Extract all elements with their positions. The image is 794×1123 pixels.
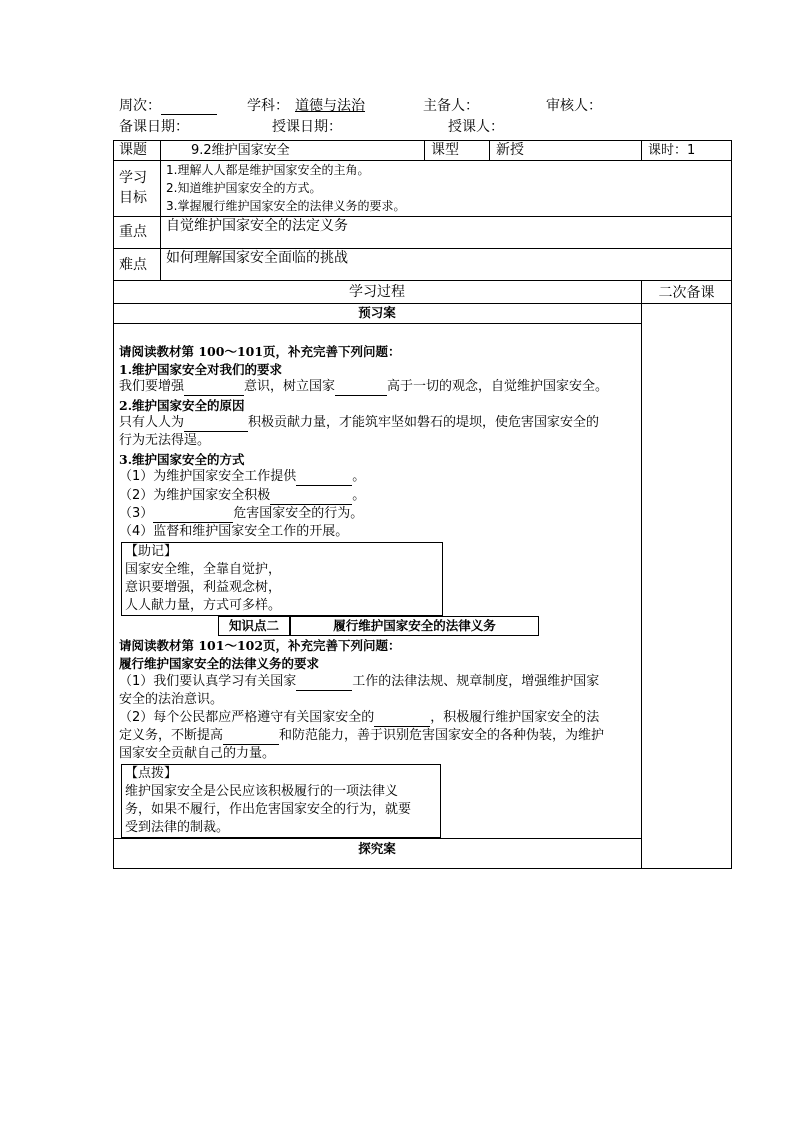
memo-line: 国家安全维，全靠自觉护， (125, 562, 282, 577)
q2-blank (184, 417, 248, 432)
topic-value: 9.2维护国家安全 (191, 143, 290, 158)
req-2-text-b: ，积极履行维护国家安全的法 (430, 710, 600, 725)
req-2-line-3: 国家安全贡献自己的力量。 (119, 746, 276, 761)
q2-line-2: 行为无法得逞。 (119, 433, 211, 448)
tip-title: 【点拨】 (125, 766, 178, 781)
objective-item: 1.理解人人都是维护国家安全的主角。 (166, 163, 370, 177)
hours-value: 课时：1 (648, 143, 696, 158)
prep-date-label: 备课日期： (119, 119, 189, 135)
objectives-label-2: 目标 (119, 190, 147, 206)
q3-item-4: （4）监督和维护国家安全工作的开展。 (119, 524, 349, 539)
second-prep-title: 二次备课 (658, 285, 715, 301)
tip-line: 维护国家安全是公民应该积极履行的一项法律义 (125, 784, 399, 799)
tip-line: 务，如果不履行，作出危害国家安全的行为，就要 (125, 802, 412, 817)
preparer-label: 主备人： (423, 98, 479, 114)
q1-title: 1.维护国家安全对我们的要求 (119, 362, 283, 377)
q2-text-a: 只有人人为 (119, 415, 185, 430)
kp2-label: 知识点二 (228, 618, 279, 633)
week-field (119, 97, 217, 115)
key-value: 自觉维护国家安全的法定义务 (166, 218, 348, 234)
type-value: 新授 (496, 142, 524, 158)
req-1-line-2: 安全的法治意识。 (119, 692, 224, 707)
req-2-text-a: （2）每个公民都应严格遵守有关国家安全的 (119, 710, 375, 725)
intro-1: 请阅读教材第 100～101页，补充完善下列问题： (119, 344, 401, 359)
req-title: 履行维护国家安全的法律义务的要求 (119, 656, 320, 671)
q2-text-b: 积极贡献力量，才能筑牢坚如磐石的堤坝，使危害国家安全的 (248, 415, 600, 430)
q1-text-c: 高于一切的观念，自觉维护国家安全。 (387, 379, 609, 394)
memo-line: 人人献力量，方式可多样。 (125, 598, 282, 613)
tip-line: 受到法律的制裁。 (125, 820, 230, 835)
week-label: 周次： (119, 98, 161, 114)
objectives-label-1: 学习 (119, 170, 147, 186)
q2-line (119, 414, 599, 432)
req-2-line-2 (119, 727, 604, 745)
req-2-text-c: 定义务，不断提高 (119, 728, 224, 743)
q3-item-2 (119, 487, 365, 505)
subject-label: 学科： (247, 98, 289, 114)
req-1-blank (296, 676, 352, 691)
req-2-text-d: 和防范能力，善于识别危害国家安全的各种伪装，为维护 (279, 728, 605, 743)
objective-item: 3.掌握履行维护国家安全的法律义务的要求。 (166, 199, 406, 213)
q3-2-text: （2）为维护国家安全积极 (119, 488, 271, 503)
key-label: 重点 (119, 224, 147, 240)
difficult-label: 难点 (119, 257, 147, 273)
q3-2-period: 。 (352, 488, 366, 503)
week-blank (161, 100, 217, 115)
memo-line: 意识要增强，利益观念树， (125, 580, 282, 595)
q3-1-period: 。 (352, 469, 366, 484)
q3-3-text-b: 危害国家安全的行为。 (233, 506, 364, 521)
req-1-line (119, 673, 599, 691)
difficult-value: 如何理解国家安全面临的挑战 (166, 250, 348, 266)
q1-blank-1 (184, 381, 244, 396)
req-1-text-b: 工作的法律法规、规章制度，增强维护国家 (352, 674, 600, 689)
q3-3-text-a: （3） (119, 506, 154, 521)
q3-1-text: （1）为维护国家安全工作提供 (119, 469, 297, 484)
req-2-blank-1 (374, 712, 430, 727)
q3-item-3 (119, 505, 363, 523)
explore-title: 探究案 (358, 841, 396, 856)
topic-label: 课题 (119, 142, 147, 158)
q1-blank-2 (335, 381, 387, 396)
req-2-line (119, 709, 599, 727)
req-1-text-a: （1）我们要认真学习有关国家 (119, 674, 297, 689)
req-2-blank-2 (223, 730, 279, 745)
type-label: 课型 (431, 142, 459, 158)
objective-item: 2.知道维护国家安全的方式。 (166, 181, 322, 195)
q3-2-blank (270, 490, 352, 505)
subject-field (247, 97, 365, 115)
q3-item-1 (119, 468, 365, 486)
q3-3-blank (153, 508, 233, 523)
preview-title: 预习案 (358, 305, 396, 320)
intro-2: 请阅读教材第 101～102页，补充完善下列问题： (119, 638, 401, 653)
teacher-label: 授课人： (448, 119, 504, 135)
subject-value: 道德与法治 (295, 98, 365, 114)
teach-date-label: 授课日期： (272, 119, 342, 135)
memo-title: 【助记】 (125, 544, 178, 559)
process-title: 学习过程 (349, 284, 405, 300)
kp2-title: 履行维护国家安全的法律义务 (333, 618, 496, 633)
q2-title: 2.维护国家安全的原因 (119, 398, 245, 413)
q1-text-b: 意识，树立国家 (244, 379, 336, 394)
q1-text-a: 我们要增强 (119, 379, 185, 394)
q3-1-blank (296, 471, 352, 486)
reviewer-label: 审核人： (546, 98, 602, 114)
q3-title: 3.维护国家安全的方式 (119, 452, 245, 467)
q1-line (119, 378, 608, 396)
